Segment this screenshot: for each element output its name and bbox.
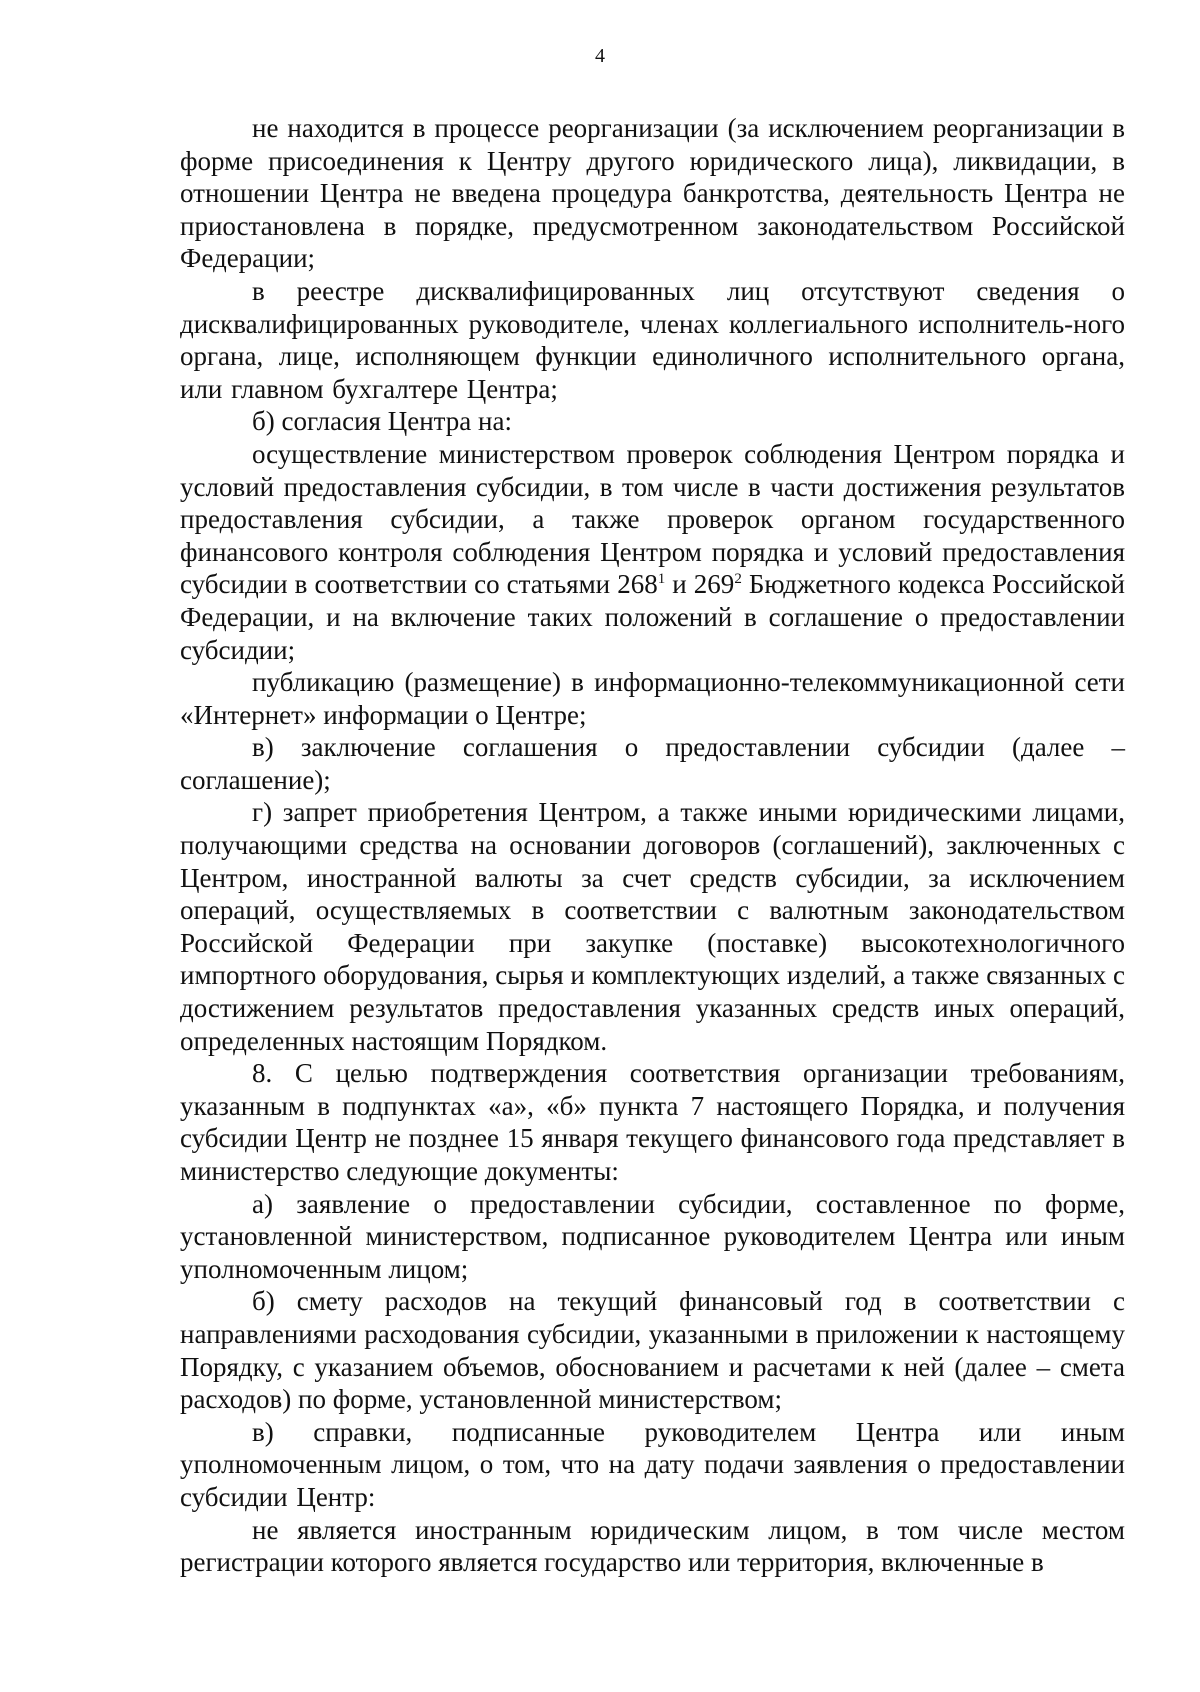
paragraph-not-foreign-entity: не является иностранным юридическим лицом, в том числе местом регистрации которого является государство или территория, включенные в — [180, 1514, 1125, 1578]
paragraph-item-g-currency-ban: г) запрет приобретения Центром, а также иными юридическими лицами, получающими средства на основании договоров (соглашений), заключенных с Центром, иностранной валюты за счет средств субсидии, за исключением операций, осуществляемых в соответствии с валютным законодательством Российской Федерации при закупке (поставке) высокотехнологичного импортного оборудования, сырья и комплектующих изделий, а также связанных с достижением результатов предоставления указанных средств иных операций, определенных настоящим Порядком. — [180, 797, 1125, 1056]
inspections-text-before: осуществление министерством проверок соблюдения Центром порядка и условий предоставления субсидии, в том числе в части достижения результатов предоставления субсидии, а также проверок органом государственного финансового контроля соблюдения Центром порядка и условий предоставления субсидии в соответствии со статьями 268 — [180, 438, 1125, 600]
article-269-superscript: 2 — [734, 571, 742, 588]
paragraph-item-a-application: а) заявление о предоставлении субсидии, составленное по форме, установленной министерством, подписанное руководителем Центра или иным уполномоченным лицом; — [180, 1188, 1125, 1284]
paragraph-item-b-budget-estimate: б) смету расходов на текущий финансовый год в соответствии с направлениями расходования субсидии, указанными в приложении к настоящему Порядку, с указанием объемов, обоснованием и расчетами к ней (далее – смета расходов) по форме, установленной министерством; — [180, 1286, 1125, 1415]
document-body — [180, 112, 1125, 1579]
article-268-superscript: 1 — [657, 571, 666, 588]
paragraph-item-b-consent: б) согласия Центра на: — [252, 406, 512, 437]
paragraph-item-v-agreement: в) заключение соглашения о предоставлении субсидии (далее – соглашение); — [180, 732, 1125, 795]
paragraph-not-in-reorganization: не находится в процессе реорганизации (за исключением реорганизации в форме присоединения к Центру другого юридического лица), ликвидации, в отношении Центра не введена процедура банкротства, деятельность Центра не приостановлена в порядке, предусмотренном законодательством Российской Федерации; — [180, 113, 1125, 274]
paragraph-disqualified-persons-registry: в реестре дисквалифицированных лиц отсутствуют сведения о дисквалифицированных руководителе, членах коллегиального исполнитель-ного органа, лице, исполняющем функции единоличного исполнительного органа, или главном бухгалтере Центра; — [180, 275, 1125, 404]
paragraph-inspections-consent — [180, 438, 1125, 666]
paragraph-clause-8: 8. С целью подтверждения соответствия организации требованиям, указанным в подпунктах «а», «б» пункта 7 настоящего Порядка, и получения субсидии Центр не позднее 15 января текущего финансового года представляет в министерство следующие документы: — [180, 1058, 1125, 1186]
paragraph-item-v-certificates: в) справки, подписанные руководителем Центра или иным уполномоченным лицом, о том, что на дату подачи заявления о предоставлении субсидии Центр: — [180, 1416, 1125, 1512]
page-number: 4 — [595, 45, 605, 67]
inspections-text-after: Бюджетного кодекса Российской Федерации, и на включение таких положений в соглашение о предоставлении субсидии; — [180, 569, 1126, 665]
inspections-text-middle: и 269 — [665, 569, 735, 600]
paragraph-publication-consent: публикацию (размещение) в информационно-телекоммуникационной сети «Интернет» информации о Центре; — [180, 667, 1125, 730]
